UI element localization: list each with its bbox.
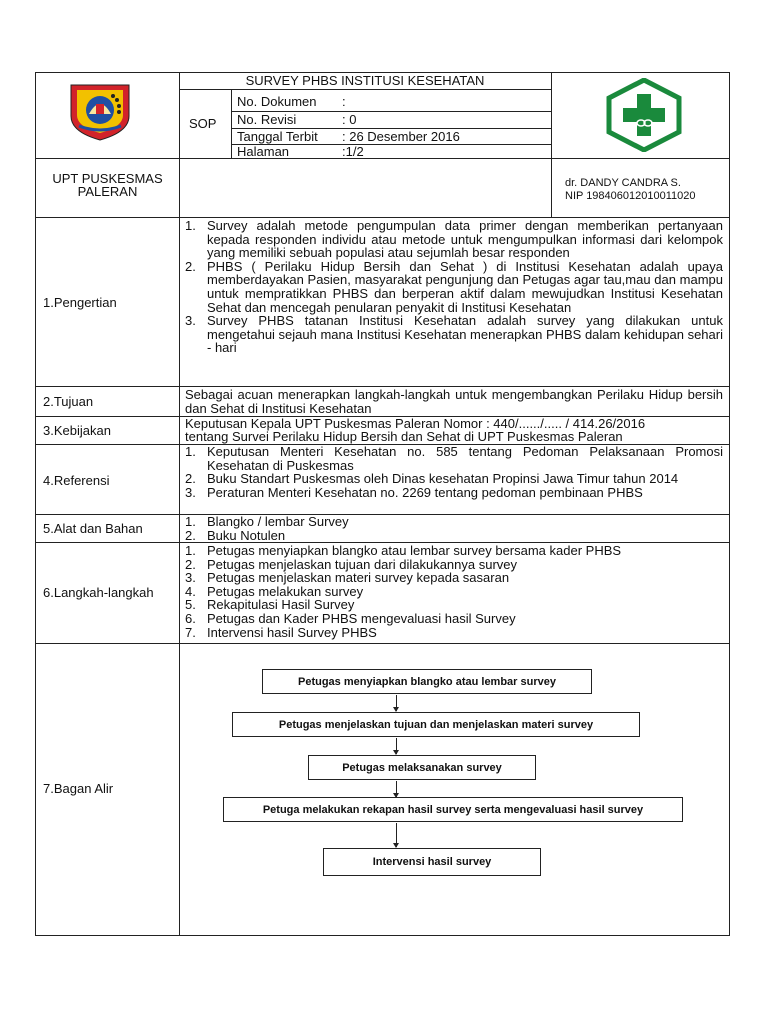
field-label-no-revisi: No. Revisi	[237, 112, 297, 127]
unit-name-line1: UPT PUSKESMAS	[52, 171, 163, 186]
field-value-halaman: :1/2	[342, 144, 364, 159]
list-item: 1. Keputusan Menteri Kesehatan no. 585 tentang Pedoman Pelaksanaan Promosi Kesehatan di Puskesmas	[185, 444, 723, 473]
list-item: 5. Rekapitulasi Hasil Survey	[185, 597, 355, 613]
flowchart-step-1: Petugas menyiapkan blangko atau lembar survey	[262, 669, 592, 694]
title-divider	[179, 89, 551, 90]
list-item: 2. PHBS ( Perilaku Hidup Bersih dan Sehat ) di Institusi Kesehatan adalah upaya memberdayakan Pasien, masyarakat pengunjung dan Petugas agar tau,mau dan mampu untuk mempratikkan PHBS dan berperan aktif dalam mewujudkan Institusi Kesehatan Sehat dan mencegah penularan penyakit di Institusi Kesehatan	[185, 258, 723, 315]
flowchart-arrow-icon	[396, 781, 397, 797]
tujuan-text: Sebagai acuan menerapkan langkah-langkah untuk mengembangkan Perilaku Hidup bersih dan Sehat di Institusi Kesehatan	[185, 387, 723, 416]
list-item: 3. Survey PHBS tatanan Institusi Kesehatan adalah survey yang dilakukan untuk mengetahui sejauh mana Institusi Kesehatan menerapkan PHBS dalam kehidupan sehari - hari	[185, 313, 723, 356]
section-label-referensi: 4.Referensi	[43, 473, 110, 488]
referensi-list	[181, 445, 723, 499]
row-divider-bagan	[36, 643, 729, 644]
section-label-alat: 5.Alat dan Bahan	[43, 521, 143, 536]
health-ministry-logo-icon	[604, 78, 684, 152]
list-item: 6. Petugas dan Kader PHBS mengevaluasi hasil Survey	[185, 610, 516, 626]
list-item: 2. Petugas menjelaskan tujuan dari dilakukannya survey	[185, 556, 518, 572]
flowchart-step-2: Petugas menjelaskan tujuan dan menjelaskan materi survey	[232, 712, 640, 737]
list-item: 1. Survey adalah metode pengumpulan data primer dengan memberikan pertanyaan kepada responden individu atau metode untuk mengumpulkan informasi dari kelompok yang memiliki sebuah populasi atau sejumlah besar responden	[185, 218, 723, 261]
alat-list	[181, 515, 723, 542]
field-label-no-dokumen: No. Dokumen	[237, 94, 317, 109]
list-item: 1. Blangko / lembar Survey	[185, 514, 349, 529]
list-item: 3. Petugas menjelaskan materi survey kepada sasaran	[185, 570, 510, 586]
field-label-tanggal-terbit: Tanggal Terbit	[237, 129, 318, 144]
flowchart-step-5: Intervensi hasil survey	[323, 848, 541, 876]
list-item: 2. Buku Notulen	[185, 527, 286, 543]
field-label-halaman: Halaman	[237, 144, 290, 159]
column-divider-sop	[231, 89, 232, 158]
sop-document	[35, 72, 730, 936]
header-divider	[36, 158, 729, 159]
section-label-langkah: 6.Langkah-langkah	[43, 585, 154, 600]
section-label-tujuan: 2.Tujuan	[43, 394, 94, 409]
list-item: 4. Petugas melakukan survey	[185, 583, 364, 599]
kebijakan-line1: Keputusan Kepala UPT Puskesmas Paleran Nomor : 440/....../..... / 414.26/2016	[185, 416, 646, 431]
section-label-pengertian: 1.Pengertian	[43, 295, 117, 310]
flowchart-arrow-icon	[396, 695, 397, 711]
kebijakan-line2: tentang Survei Perilaku Hidup Bersih dan Sehat di UPT Puskesmas Paleran	[185, 429, 623, 444]
unit-name-line2: PALERAN	[77, 184, 138, 199]
column-divider-logo	[551, 73, 552, 217]
list-item: 2. Buku Standart Puskesmas oleh Dinas kesehatan Propinsi Jawa Timur tahun 2014	[185, 471, 679, 487]
section-label-bagan: 7.Bagan Alir	[43, 781, 114, 796]
flowchart-step-3: Petugas melaksanakan survey	[308, 755, 536, 780]
sop-label: SOP	[189, 116, 217, 131]
langkah-list	[181, 544, 723, 639]
list-item: 7. Intervensi hasil Survey PHBS	[185, 624, 377, 640]
list-item: 1. Petugas menyiapkan blangko atau lembar survey bersama kader PHBS	[185, 543, 622, 558]
sop-title: SURVEY PHBS INSTITUSI KESEHATAN	[245, 73, 485, 88]
flowchart-step-4: Petuga melakukan rekapan hasil survey serta mengevaluasi hasil survey	[223, 797, 683, 822]
field-value-no-revisi: : 0	[342, 112, 357, 127]
regency-emblem-icon	[65, 82, 135, 142]
flowchart-arrow-icon	[396, 738, 397, 754]
signer-nip: NIP 198406012010011020	[565, 190, 696, 202]
field-value-no-dokumen: :	[342, 94, 346, 109]
section-label-kebijakan: 3.Kebijakan	[43, 423, 111, 438]
list-item: 3. Peraturan Menteri Kesehatan no. 2269 tentang pedoman pembinaan PHBS	[185, 484, 643, 500]
column-divider-main	[179, 73, 180, 935]
field-value-tanggal-terbit: : 26 Desember 2016	[342, 129, 460, 144]
signer-name: dr. DANDY CANDRA S.	[565, 177, 681, 189]
pengertian-list	[181, 219, 723, 355]
flowchart-arrow-icon	[396, 823, 397, 847]
